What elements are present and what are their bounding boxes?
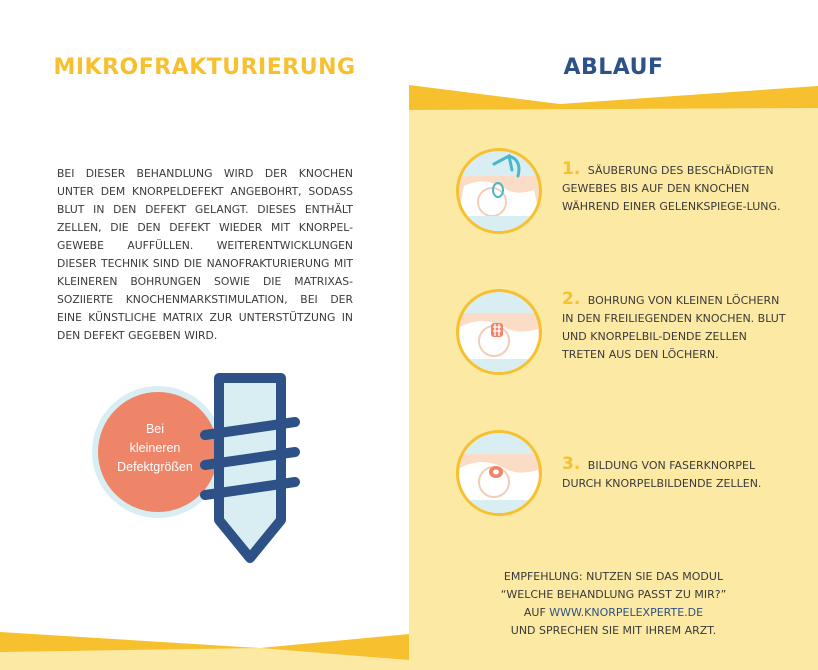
step-2-number: 2. (562, 289, 581, 309)
step-1-cleaning-icon (454, 146, 544, 236)
intro-paragraph: BEI DIESER BEHANDLUNG WIRD DER KNOCHEN UNTER DEM KNORPELDEFEKT ANGEBOHRT, SODASS BLUT IN DEN DEFEKT GELANGT. DIESES ENTHÄLT ZELLEN, DIE DEN DEFEKT WIEDER MIT KNORPEL-GEWEBE AUFFÜLLEN. WEITERENTWICKLUNGEN DIESER TECHNIK SIND DIE NANOFRAKTURIERUNG MIT KLEINEREN BOHRUNGEN SOWIE DIE MATRIXAS-SOZIIERTE KNOCHENMARKSTIMULATION, BEI DER EINE KÜNSTLICHE MATRIX ZUR UNTERSTÜTZUNG IN DEN DEFEKT GEGEBEN WIRD. (57, 167, 353, 342)
recommendation-prefix: AUF (523, 606, 546, 619)
step-2 (562, 290, 792, 364)
step-3 (562, 455, 792, 493)
step-3-number: 3. (562, 454, 581, 474)
recommendation-line-2: “WELCHE BEHANDLUNG PASST ZU MIR?” (500, 588, 727, 601)
bubble-line-1: Bei (145, 422, 165, 436)
bubble-label (105, 420, 205, 477)
section-title-ablauf: ABLAUF (563, 55, 664, 80)
step-1-text: SÄUBERUNG DES BESCHÄDIGTEN GEWEBES BIS AUF DEN KNOCHEN WÄHREND EINER GELENKSPIEGE-LUNG. (562, 164, 781, 213)
step-1 (562, 160, 792, 216)
knorpelexperte-link[interactable]: WWW.KNORPELEXPERTE.DE (549, 606, 704, 619)
step-1-number: 1. (562, 159, 581, 179)
recommendation-line-3 (409, 604, 818, 622)
page-title-mikrofrakturierung: MIKROFRAKTURIERUNG (53, 55, 356, 80)
drill-screw-icon (195, 370, 305, 570)
bubble-line-2: kleineren (129, 441, 181, 455)
recommendation-line-1: EMPFEHLUNG: NUTZEN SIE DAS MODUL (503, 570, 724, 583)
step-2-drilling-icon (454, 287, 544, 377)
step-2-text: BOHRUNG VON KLEINEN LÖCHERN IN DEN FREILIEGENDEN KNOCHEN. BLUT UND KNORPELBIL-DENDE ZELLEN TRETEN AUS DEN LÖCHERN. (562, 294, 786, 361)
recommendation-line-4: UND SPRECHEN SIE MIT IHREM ARZT. (510, 624, 717, 637)
recommendation-block (409, 568, 818, 640)
step-3-fibrocartilage-icon (454, 428, 544, 518)
bubble-line-3: Defektgrößen (117, 460, 193, 474)
step-3-text: BILDUNG VON FASERKNORPEL DURCH KNORPELBILDENDE ZELLEN. (562, 459, 762, 490)
